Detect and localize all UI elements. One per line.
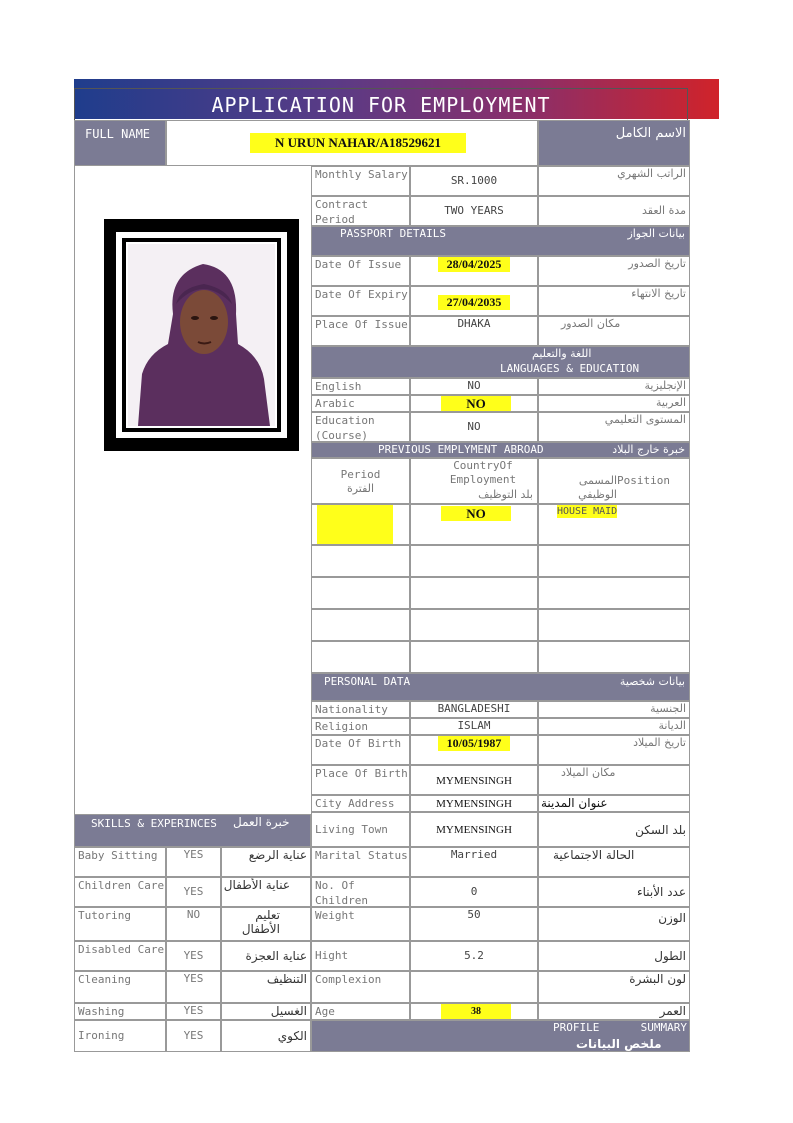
age-cell [410,1003,538,1020]
prev-row-empty [311,609,410,641]
education-label-ar: المستوى التعليمي [538,412,690,442]
arabic-cell [410,395,538,412]
prev-row-empty [538,577,690,609]
languages-heading-ar: اللغة والتعليم [532,347,592,360]
expiry-date-cell [410,286,538,316]
city-label: City Address [311,795,410,812]
children-label-ar: عدد الأبناء [538,877,690,907]
education-label: Education (Course) [311,412,410,442]
skill-label: Washing [74,1003,166,1020]
prev-row-empty [538,545,690,577]
prev-row-empty [410,545,538,577]
skill-label-ar: عناية الأطفال [221,877,311,907]
contract-label-ar: مدة العقد [538,196,690,226]
age-label-ar: العمر [538,1003,690,1020]
skill-label-ar: عناية العجزة [221,941,311,971]
skill-label: Cleaning [74,971,166,1003]
contract-label: Contract Period [311,196,410,226]
col-position [538,458,690,504]
height-label-ar: الطول [538,941,690,971]
religion-label: Religion [311,718,410,735]
prev-row-empty [410,577,538,609]
prev-row-empty [538,609,690,641]
prev-row-empty [410,609,538,641]
col-country-label: CountryOf Employment [449,459,517,486]
marital-label-ar: الحالة الاجتماعية [538,847,690,877]
arabic-label: Arabic [311,395,410,412]
prev-row1-period-highlight [317,505,393,545]
passport-heading-bar [311,226,690,256]
skill-label-ar: الكوي [221,1020,311,1052]
city-value: MYMENSINGH [410,795,538,812]
religion-label-ar: الديانة [538,718,690,735]
prev-row1-country-value: NO [441,506,511,521]
place-issue-label: Place Of Issue [311,316,410,346]
skills-heading-ar: خبرة العمل [233,815,290,829]
skill-value: YES [166,1003,221,1020]
personal-heading-bar [311,673,690,701]
children-label: No. Of Children [311,877,410,907]
prev-row1-position [538,504,690,545]
expiry-date-label: Date Of Expiry [311,286,410,316]
skills-heading: SKILLS & EXPERINCES [91,817,217,830]
prev-row1-position-value: HOUSE MAID [557,506,618,517]
contract-value: TWO YEARS [410,196,538,226]
height-value: 5.2 [410,941,538,971]
pob-label: Place Of Birth [311,765,410,795]
passport-heading-ar: بيانات الجواز [627,227,685,240]
expiry-date-label-ar: تاريخ الانتهاء [538,286,690,316]
skills-heading-bar [74,814,311,847]
english-value: NO [410,378,538,395]
dob-label-ar: تاريخ الميلاد [538,735,690,765]
skill-label: Children Care [74,877,166,907]
religion-value: ISLAM [410,718,538,735]
age-value: 38 [441,1004,511,1019]
marital-label: Marital Status [311,847,410,877]
prev-row-empty [311,545,410,577]
skill-label-ar: التنظيف [221,971,311,1003]
town-label-ar: بلد السكن [538,812,690,847]
skill-label: Ironing [74,1020,166,1052]
issue-date-value: 28/04/2025 [438,257,510,272]
children-value: 0 [410,877,538,907]
dob-label: Date Of Birth [311,735,410,765]
town-label: Living Town [311,812,410,847]
weight-label: Weight [311,907,410,941]
full-name-cell [166,120,538,166]
arabic-label-ar: العربية [538,395,690,412]
col-position-label-ar: المسمى الوظيفي [578,474,617,501]
english-label-ar: الإنجليزية [538,378,690,395]
col-period-label: Period [340,468,381,481]
issue-date-cell [410,256,538,286]
salary-value: SR.1000 [410,166,538,196]
page-title: APPLICATION FOR EMPLOYMENT [74,88,688,120]
weight-label-ar: الوزن [538,907,690,941]
col-period-label-ar: الفترة [346,482,375,495]
passport-heading: PASSPORT DETAILS [340,227,446,240]
personal-heading-ar: بيانات شخصية [619,675,685,688]
complexion-label-ar: لون البشرة [538,971,690,1003]
skill-label: Baby Sitting [74,847,166,877]
place-issue-value: DHAKA [410,316,538,346]
languages-heading-bar [311,346,690,378]
applicant-photo [128,244,275,426]
skill-label-ar: الغسيل [221,1003,311,1020]
age-label: Age [311,1003,410,1020]
languages-heading: LANGUAGES & EDUCATION [500,362,640,375]
prev-row-empty [538,641,690,673]
full-name-label: FULL NAME [74,120,166,166]
issue-date-label: Date Of Issue [311,256,410,286]
col-country-label-ar: بلد التوظيف [478,488,533,501]
prev-row-empty [410,641,538,673]
skill-value: YES [166,847,221,877]
skill-label-ar: عناية الرضع [221,847,311,877]
issue-date-label-ar: تاريخ الصدور [538,256,690,286]
col-period [311,458,410,504]
skill-label: Tutoring [74,907,166,941]
marital-value: Married [410,847,538,877]
prev-row1-period [311,504,410,545]
english-label: English [311,378,410,395]
prev-row-empty [311,577,410,609]
arabic-value: NO [441,396,511,411]
nationality-value: BANGLADESHI [410,701,538,718]
dob-value: 10/05/1987 [438,736,510,751]
previous-heading-ar: خبرة خارج البلاد [612,443,685,456]
salary-label-ar: الراتب الشهري [538,166,690,196]
prev-row1-country [410,504,538,545]
col-position-label: Position [617,474,670,487]
salary-label: Monthly Salary [311,166,410,196]
expiry-date-value: 27/04/2035 [438,295,510,310]
full-name-value: N URUN NAHAR/A18529621 [250,133,466,153]
complexion-value [410,971,538,1003]
previous-heading: PREVIOUS EMPLYMENT ABROAD [378,443,544,456]
dob-cell [410,735,538,765]
place-issue-label-ar: مكان الصدور [538,316,690,346]
complexion-label: Complexion [311,971,410,1003]
skill-value: YES [166,941,221,971]
skill-value: YES [166,1020,221,1052]
profile-summary-heading-ar: ملخص البيانات [576,1037,662,1051]
photo-frame [104,219,299,451]
pob-value: MYMENSINGH [410,765,538,795]
city-label-ar: عنوان المدينة [538,795,690,812]
skill-value: YES [166,877,221,907]
skill-value: YES [166,971,221,1003]
profile-summary-heading: PROFILE SUMMARY [553,1021,687,1034]
weight-value: 50 [410,907,538,941]
nationality-label-ar: الجنسية [538,701,690,718]
previous-heading-bar [311,442,690,458]
col-country [410,458,538,504]
education-value: NO [410,412,538,442]
prev-row-empty [311,641,410,673]
height-label: Hight [311,941,410,971]
skill-value: NO [166,907,221,941]
personal-heading: PERSONAL DATA [324,675,411,688]
profile-summary-bar [311,1020,690,1052]
pob-label-ar: مكان الميلاد [538,765,690,795]
nationality-label: Nationality [311,701,410,718]
town-value: MYMENSINGH [410,812,538,847]
skill-label-ar: تعليم الأطفال [221,907,311,941]
skill-label: Disabled Care [74,941,166,971]
full-name-label-ar: الاسم الكامل [538,120,690,166]
